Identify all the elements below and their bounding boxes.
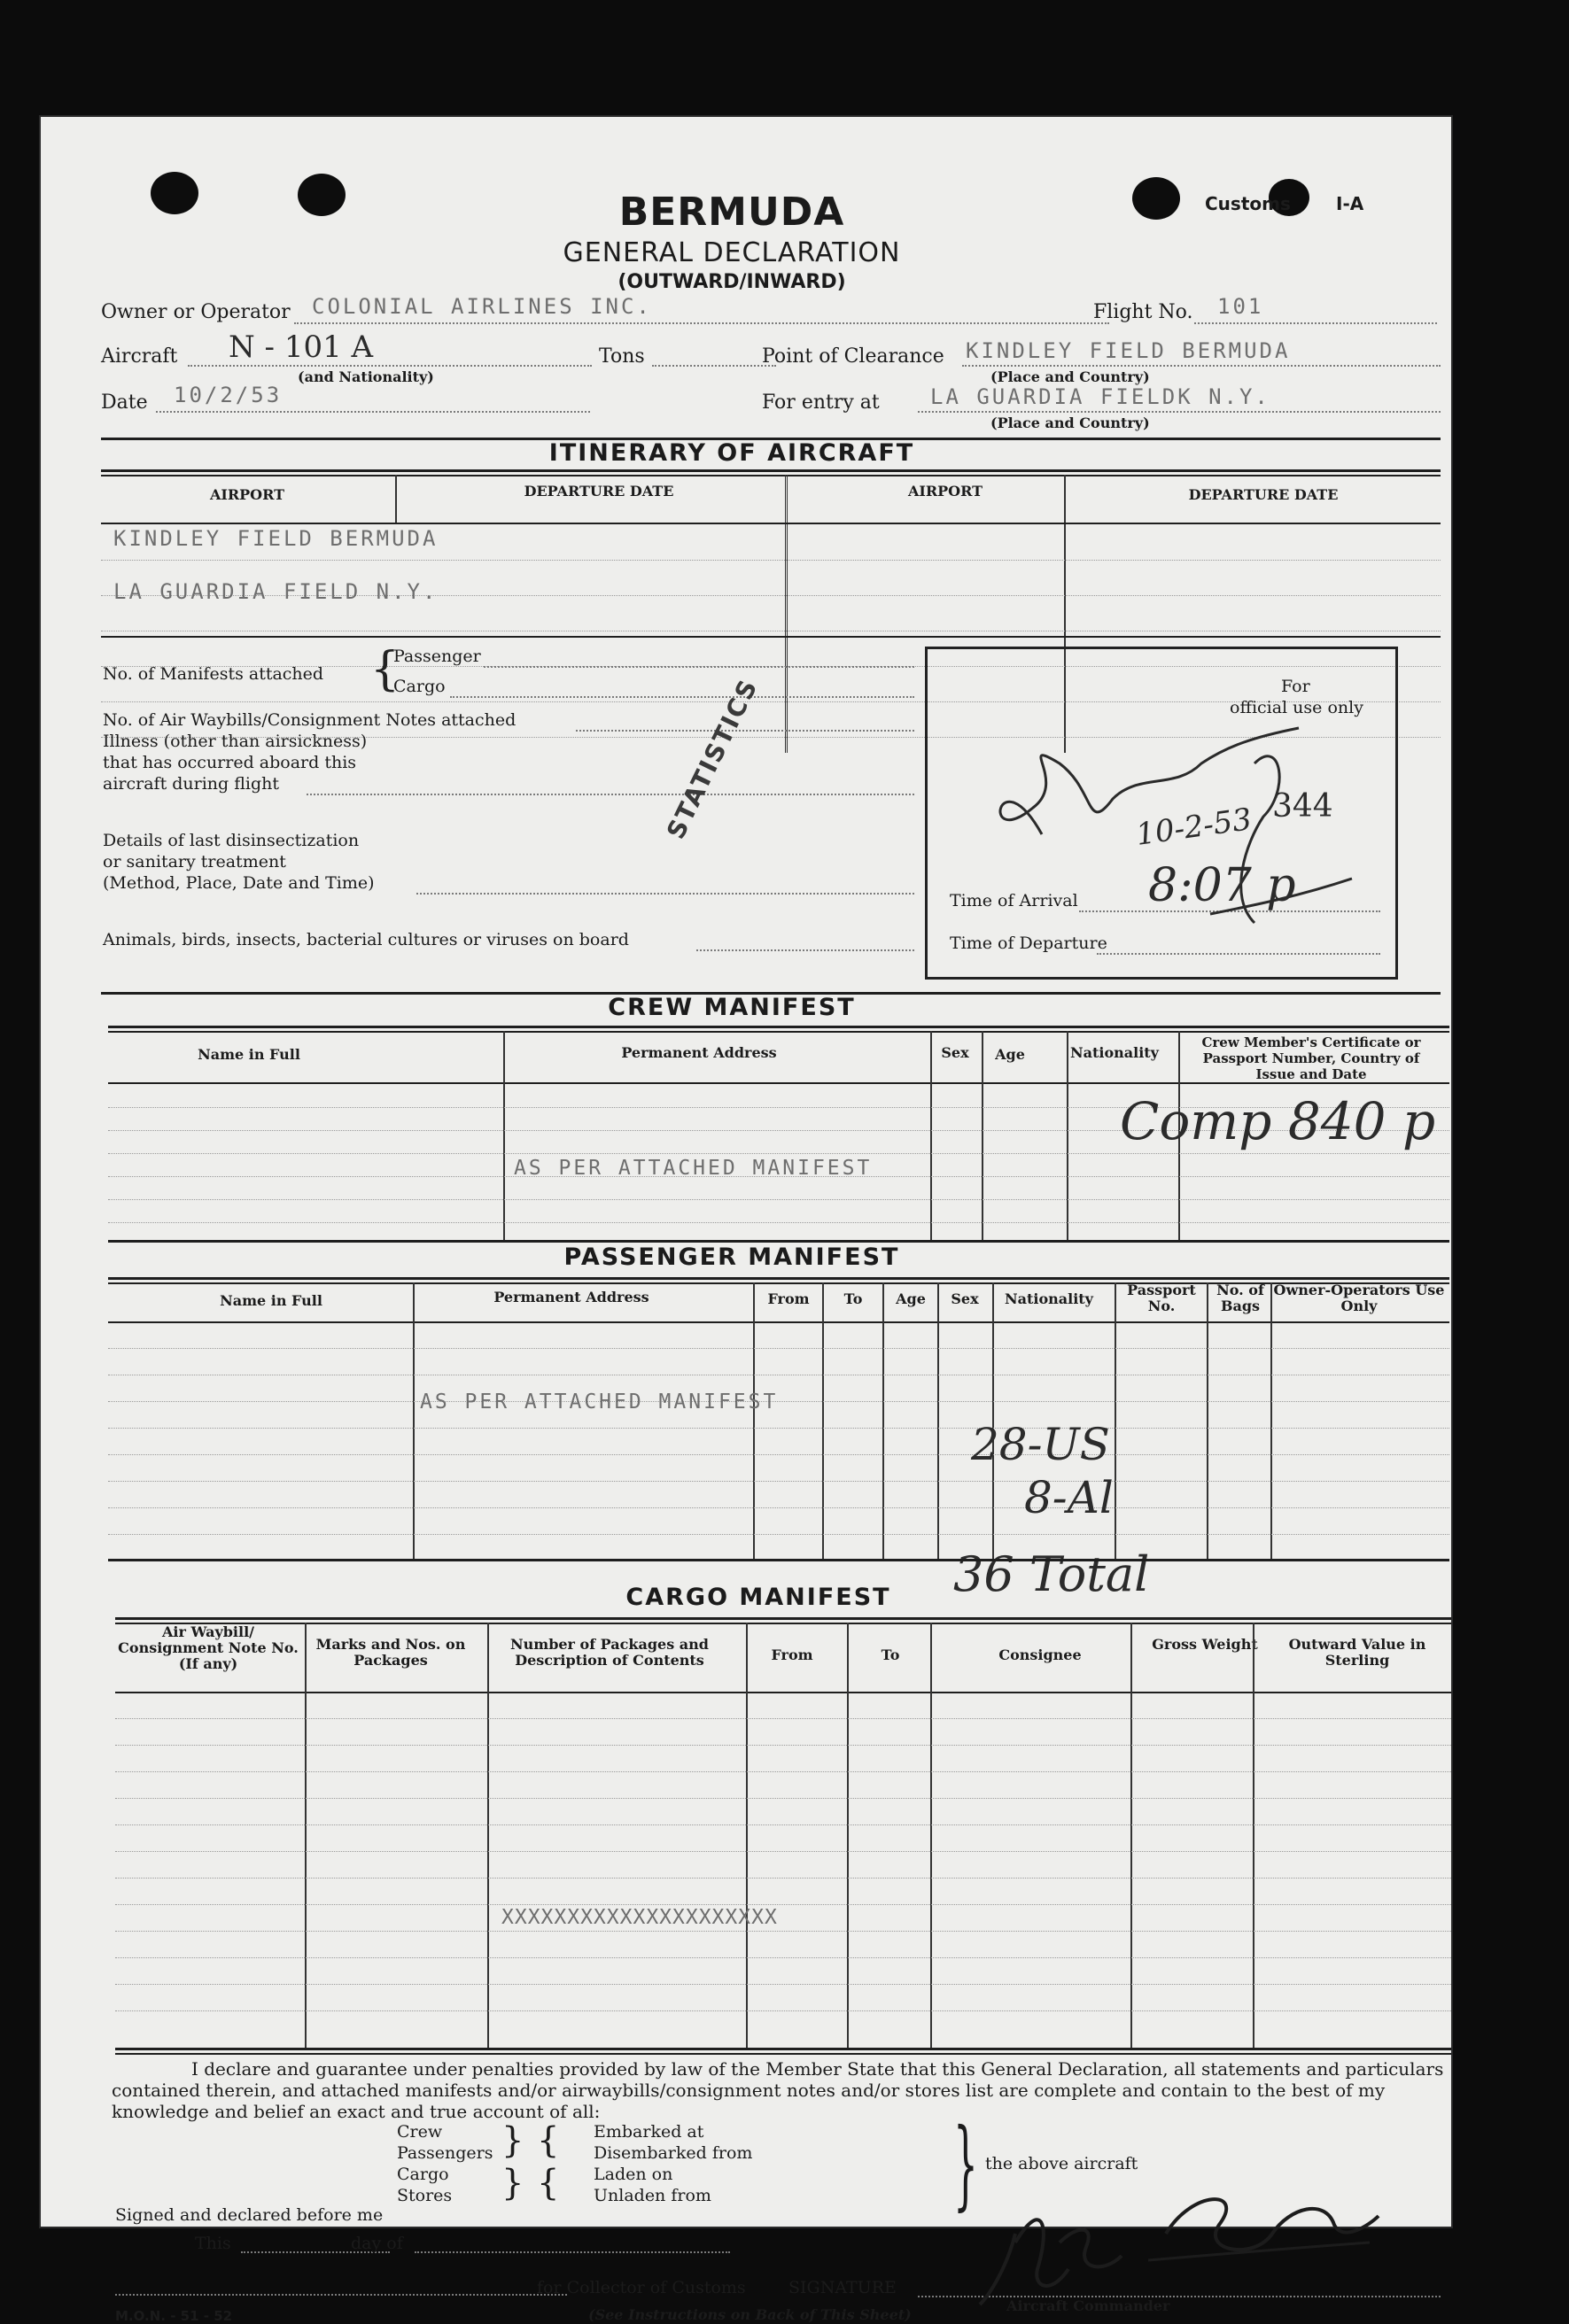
- decl-stores: Stores: [397, 2186, 453, 2205]
- entry-value: LA GUARDIA FIELDK N.Y.: [930, 384, 1270, 409]
- punch-hole: [1132, 177, 1180, 220]
- official-hand-number: 344: [1272, 788, 1333, 825]
- passenger-hand-3: 36 Total: [953, 1546, 1150, 1602]
- decl-dayof: day of: [351, 2234, 403, 2253]
- official-hand-date: 10-2-53: [1133, 802, 1254, 853]
- brace-c: {: [537, 2120, 560, 2161]
- passenger-title: PASSENGER MANIFEST: [563, 1243, 900, 1271]
- decl-commander: Aircraft Commander: [1006, 2297, 1170, 2314]
- arrival-label: Time of Arrival: [950, 891, 1078, 910]
- passenger-col-from: From: [767, 1290, 810, 1307]
- entry-label: For entry at: [762, 391, 880, 414]
- cargo-col-marks: Marks and Nos. on Packages: [315, 1636, 466, 1669]
- itinerary-row-1: KINDLEY FIELD BERMUDA: [113, 526, 439, 551]
- disinsect-label-3: (Method, Place, Date and Time): [103, 873, 375, 893]
- passenger-col-name: Name in Full: [220, 1292, 322, 1309]
- itinerary-row-2: LA GUARDIA FIELD N.Y.: [113, 579, 439, 604]
- owner-value: COLONIAL AIRLINES INC.: [312, 294, 652, 319]
- flight-label: Flight No.: [1093, 301, 1193, 323]
- form-code: I-A: [1336, 193, 1364, 214]
- disinsect-label-2: or sanitary treatment: [103, 852, 286, 872]
- decl-instructions: (See Instructions on Back of This Sheet): [588, 2306, 912, 2323]
- passenger-col-bags: No. of Bags: [1216, 1282, 1264, 1314]
- passenger-hand-2: 8-Al: [1024, 1472, 1114, 1523]
- passenger-col-sex: Sex: [951, 1290, 979, 1307]
- decl-laden: Laden on: [594, 2165, 673, 2184]
- punch-hole: [151, 172, 198, 214]
- form-number: M.O.N. - 51 - 52: [115, 2308, 233, 2324]
- manifest-cargo-label: Cargo: [393, 677, 446, 696]
- departure-time-label: Time of Departure: [950, 933, 1107, 953]
- cargo-col-value: Outward Value in Sterling: [1288, 1636, 1426, 1669]
- cargo-col-consignee: Consignee: [998, 1646, 1082, 1663]
- crew-col-certificate: Crew Member's Certificate or Passport Number, Country of Issue and Date: [1201, 1034, 1421, 1082]
- clearance-note: (Place and Country): [990, 368, 1150, 385]
- tons-label: Tons: [599, 345, 645, 368]
- illness-label-2: that has occurred aboard this: [103, 753, 357, 772]
- cargo-typed-note: XXXXXXXXXXXXXXXXXXXXX: [501, 1906, 778, 1929]
- passenger-col-address: Permanent Address: [493, 1289, 649, 1305]
- official-use: official use only: [1230, 698, 1363, 717]
- aircraft-label: Aircraft: [101, 345, 178, 368]
- passenger-hand-1: 28-US: [971, 1419, 1110, 1470]
- commander-signature: [953, 2092, 1414, 2313]
- owner-label: Owner or Operator: [101, 301, 291, 323]
- crew-col-address: Permanent Address: [621, 1044, 777, 1061]
- brace-e: }: [953, 2107, 978, 2220]
- decl-signature: SIGNATURE: [788, 2278, 897, 2297]
- itinerary-col-airport: AIRPORT: [209, 486, 285, 503]
- aircraft-note: (and Nationality): [298, 368, 434, 385]
- decl-collector: for Collector of Customs: [537, 2278, 746, 2297]
- declaration-text: I declare and guarantee under penalties provided by law of the Member State that this General Declaration, all statements and particulars contained therein, and attached manifests and/or airwaybills/consignment notes and/or stores list are complete and contain to the best of my knowledge and belief an exact and true account of all:: [112, 2058, 1444, 2122]
- decl-cargo: Cargo: [397, 2165, 449, 2184]
- brace-d: {: [537, 2163, 560, 2204]
- decl-above: the above aircraft: [985, 2154, 1138, 2173]
- date-label: Date: [101, 391, 148, 414]
- passenger-col-age: Age: [896, 1290, 926, 1307]
- decl-this: This: [195, 2234, 231, 2253]
- decl-crew: Crew: [397, 2122, 443, 2142]
- official-for: For: [1281, 677, 1310, 696]
- itinerary-title: ITINERARY OF AIRCRAFT: [548, 439, 915, 467]
- disinsect-label-1: Details of last disinsectization: [103, 831, 360, 850]
- decl-unladen: Unladen from: [594, 2186, 711, 2205]
- clearance-value: KINDLEY FIELD BERMUDA: [966, 338, 1291, 363]
- animals-label: Animals, birds, insects, bacterial cultures or viruses on board: [103, 930, 629, 949]
- passenger-typed-note: AS PER ATTACHED MANIFEST: [420, 1391, 779, 1414]
- manifests-label: No. of Manifests attached: [103, 664, 324, 684]
- country-title: BERMUDA: [618, 190, 845, 235]
- brace-a: }: [501, 2120, 524, 2161]
- statistics-stamp: STATISTICS: [661, 673, 765, 844]
- entry-note: (Place and Country): [990, 414, 1150, 431]
- declaration-form: [41, 117, 1451, 2324]
- cargo-col-to: To: [881, 1646, 900, 1663]
- brace-b: }: [501, 2163, 524, 2204]
- crew-title: CREW MANIFEST: [608, 994, 856, 1021]
- decl-disembarked: Disembarked from: [594, 2143, 753, 2163]
- form-title: GENERAL DECLARATION: [563, 237, 901, 268]
- cargo-col-waybill: Air Waybill/ Consignment Note No. (If any): [118, 1623, 299, 1672]
- illness-label-1: Illness (other than airsickness): [103, 732, 368, 751]
- cargo-col-weight: Gross Weight: [1152, 1636, 1258, 1653]
- passenger-col-passport: Passport No.: [1127, 1282, 1196, 1314]
- decl-signed: Signed and declared before me: [115, 2205, 384, 2225]
- illness-label-3: aircraft during flight: [103, 774, 280, 794]
- flight-value: 101: [1217, 294, 1264, 319]
- crew-col-sex: Sex: [941, 1044, 969, 1061]
- crew-col-age: Age: [995, 1046, 1025, 1063]
- passenger-col-owner: Owner-Operators Use Only: [1273, 1282, 1445, 1314]
- clearance-label: Point of Clearance: [762, 345, 944, 368]
- aircraft-value: N - 101 A: [229, 329, 374, 365]
- waybills-label: No. of Air Waybills/Consignment Notes attached: [103, 710, 517, 730]
- crew-col-nationality: Nationality: [1070, 1044, 1159, 1061]
- manifest-passenger-label: Passenger: [393, 647, 481, 666]
- official-hand-time: 8:07 p: [1148, 859, 1296, 912]
- manifests-brace: {: [370, 643, 400, 696]
- cargo-col-from: From: [771, 1646, 813, 1663]
- decl-embarked: Embarked at: [594, 2122, 704, 2142]
- date-value: 10/2/53: [174, 383, 283, 407]
- customs-label: Customs: [1205, 193, 1291, 214]
- form-subtitle: (OUTWARD/INWARD): [618, 271, 846, 293]
- punch-hole: [298, 174, 346, 216]
- crew-col-name: Name in Full: [198, 1046, 300, 1063]
- itinerary-col-departure-2: DEPARTURE DATE: [1188, 486, 1339, 503]
- itinerary-col-airport-2: AIRPORT: [907, 483, 983, 500]
- cargo-title: CARGO MANIFEST: [625, 1584, 891, 1611]
- crew-hand-note: Comp 840 p: [1120, 1091, 1436, 1151]
- decl-passengers: Passengers: [397, 2143, 493, 2163]
- cargo-col-packages: Number of Packages and Description of Contents: [510, 1636, 709, 1669]
- itinerary-col-departure: DEPARTURE DATE: [524, 483, 674, 500]
- passenger-col-nationality: Nationality: [1005, 1290, 1093, 1307]
- crew-typed-note: AS PER ATTACHED MANIFEST: [514, 1157, 873, 1180]
- passenger-col-to: To: [843, 1290, 863, 1307]
